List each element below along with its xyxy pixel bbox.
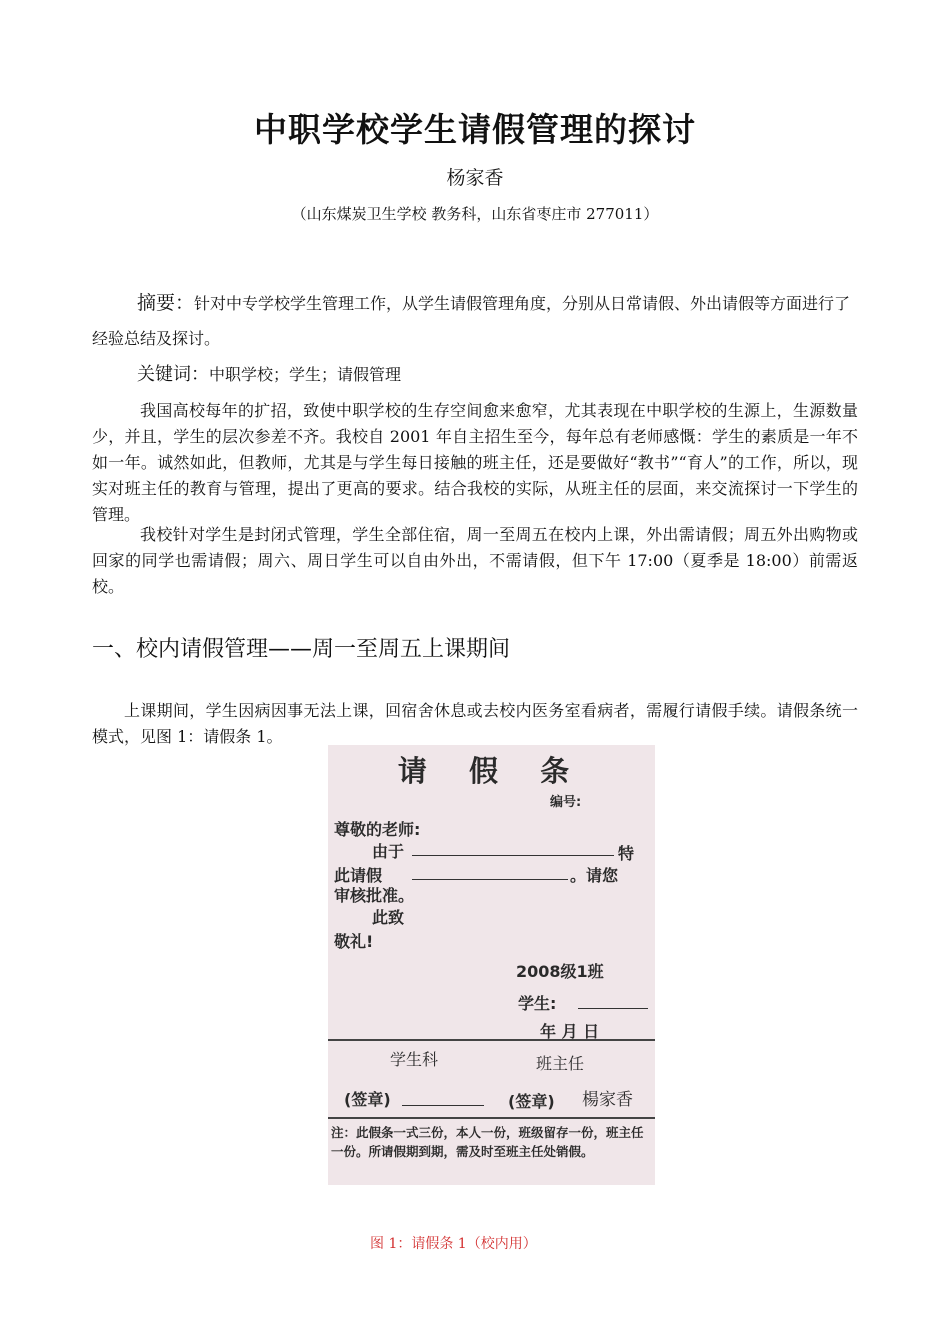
body-paragraph: 我校针对学生是封闭式管理，学生全部住宿，周一至周五在校内上课，外出需请假；周五外出购物或回家的同学也需请假；周六、周日学生可以自由外出，不需请假，但下午 17:00（夏季是 18:00）前需返校。 <box>92 525 858 596</box>
slip-teacher-label: 班主任 <box>536 1054 585 1073</box>
leave-slip-image <box>328 745 655 1185</box>
slip-student-label: 学生: <box>518 994 557 1013</box>
author-affiliation: （山东煤炭卫生学校 教务科，山东省枣庄市 277011） <box>291 205 659 223</box>
slip-reason-prefix: 由于 <box>372 842 405 861</box>
slip-stamp-label-2: (签章) <box>508 1092 555 1111</box>
slip-closing1: 此致 <box>372 908 405 927</box>
slip-reason-suffix: 特 <box>618 844 635 863</box>
section-heading: 一、校内请假管理——周一至周五上课期间 <box>92 637 511 662</box>
slip-date-label: 年 月 日 <box>540 1022 600 1041</box>
slip-greeting: 尊敬的老师: <box>334 820 421 839</box>
slip-request-prefix: 此请假 <box>334 866 383 885</box>
slip-divider <box>328 1039 655 1041</box>
keywords-text: 中职学校；学生；请假管理 <box>209 365 402 384</box>
body-paragraph: 上课期间，学生因病因事无法上课，回宿舍休息或去校内医务室看病者，需履行请假手续。请假条统一模式，见图 1：请假条 1。 <box>92 701 858 746</box>
slip-stamp-line <box>402 1105 484 1106</box>
paper-title: 中职学校学生请假管理的探讨 <box>254 110 696 149</box>
slip-dept-label: 学生科 <box>390 1050 439 1069</box>
slip-request-line <box>412 879 568 880</box>
slip-signature: 楊家香 <box>582 1090 633 1110</box>
slip-reason-line <box>412 855 614 856</box>
figure-caption: 图 1：请假条 1（校内用） <box>370 1236 537 1252</box>
slip-approve: 审核批准。 <box>334 886 415 905</box>
slip-closing2: 敬礼! <box>334 932 374 951</box>
slip-note: 注：此假条一式三份，本人一份，班级留存一份，班主任一份。所请假期到期，需及时至班主任处销假。 <box>331 1125 644 1159</box>
slip-request-suffix: 。请您 <box>570 866 619 885</box>
slip-stamp-label: (签章) <box>344 1090 391 1109</box>
keywords-label: 关键词： <box>137 364 209 385</box>
keywords <box>137 360 857 390</box>
abstract <box>92 286 858 356</box>
slip-divider-2 <box>328 1117 655 1119</box>
slip-class: 2008级1班 <box>516 962 604 981</box>
slip-student-line <box>578 1008 648 1009</box>
body-paragraph: 我国高校每年的扩招，致使中职学校的生存空间愈来愈窄，尤其表现在中职学校的生源上，生源数量少，并且，学生的层次参差不齐。我校自 2001 年自主招生至今，每年总有老师感慨：学生的素质是一年不如一年。诚然如此，但教师，尤其是与学生每日接触的班主任，还是要做好“教书”“育人”的工作，所以，现实对班主任的教育与管理，提出了更高的要求。结合我校的实际，从班主任的层面，来交流探讨一下学生的管理。 <box>92 401 858 524</box>
slip-heading: 请 假 条 <box>397 754 586 788</box>
slip-number-label: 编号: <box>550 795 582 810</box>
abstract-text: 针对中专学校学生管理工作，从学生请假管理角度，分别从日常请假、外出请假等方面进行了经验总结及探讨。 <box>92 294 851 348</box>
abstract-label: 摘要： <box>137 292 195 314</box>
author-name: 杨家香 <box>446 167 504 189</box>
